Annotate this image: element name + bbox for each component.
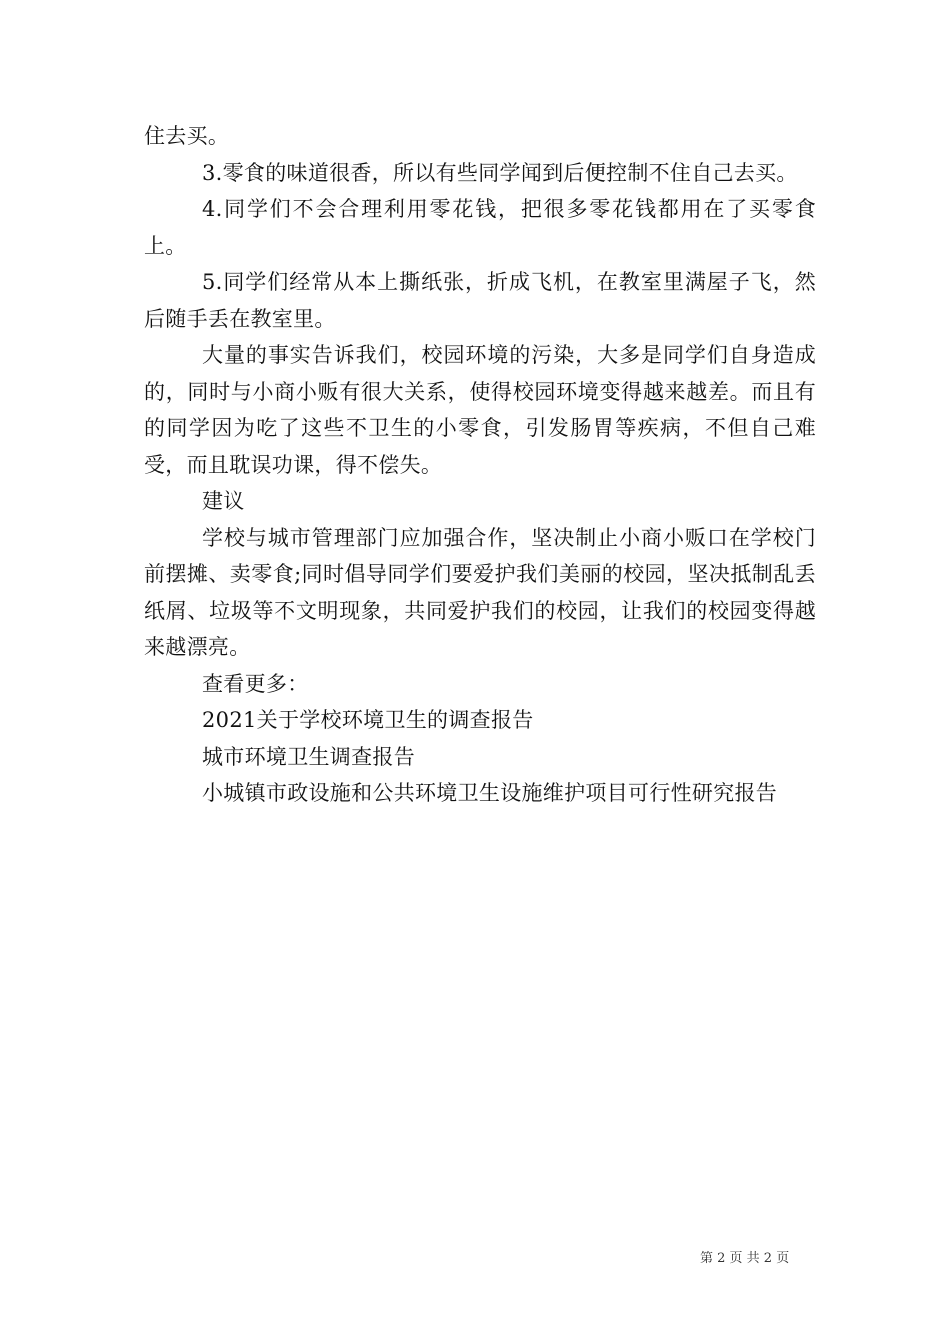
section-heading-suggestion: 建议 bbox=[202, 489, 245, 513]
related-link-3[interactable]: 小城镇市政设施和公共环境卫生设施维护项目可行性研究报告 bbox=[202, 781, 778, 805]
see-more-label: 查看更多： bbox=[202, 671, 309, 696]
related-link-1[interactable]: 2021关于学校环境卫生的调查报告 bbox=[202, 708, 534, 732]
suggestion-paragraph: 学校与城市管理部门应加强合作，坚决制止小商小贩口在学校门前摆摊、卖零食;同时倡导同学们要爱护我们美丽的校园，坚决抵制乱丢纸屑、垃圾等不文明现象，共同爱护我们的校园，让我们的校园变得越来越漂亮。 bbox=[144, 525, 816, 659]
page-number: 第 2 页 共 2 页 bbox=[700, 1251, 790, 1266]
list-item-5: 5.同学们经常从本上撕纸张，折成飞机，在教室里满屋子飞，然后随手丢在教室里。 bbox=[144, 270, 816, 331]
list-item-3: 3.零食的味道很香，所以有些同学闻到后便控制不住自己去买。 bbox=[202, 160, 798, 185]
paragraph-continuation: 住去买。 bbox=[144, 124, 230, 148]
related-link-2[interactable]: 城市环境卫生调查报告 bbox=[202, 744, 415, 769]
document-body bbox=[144, 118, 816, 812]
list-item-4: 4.同学们不会合理利用零花钱，把很多零花钱都用在了买零食上。 bbox=[144, 197, 816, 258]
conclusion-paragraph: 大量的事实告诉我们，校园环境的污染，大多是同学们自身造成的，同时与小商小贩有很大关系，使得校园环境变得越来越差。而且有的同学因为吃了这些不卫生的小零食，引发肠胃等疾病，不但自己难受，而且耽误功课，得不偿失。 bbox=[144, 343, 816, 477]
